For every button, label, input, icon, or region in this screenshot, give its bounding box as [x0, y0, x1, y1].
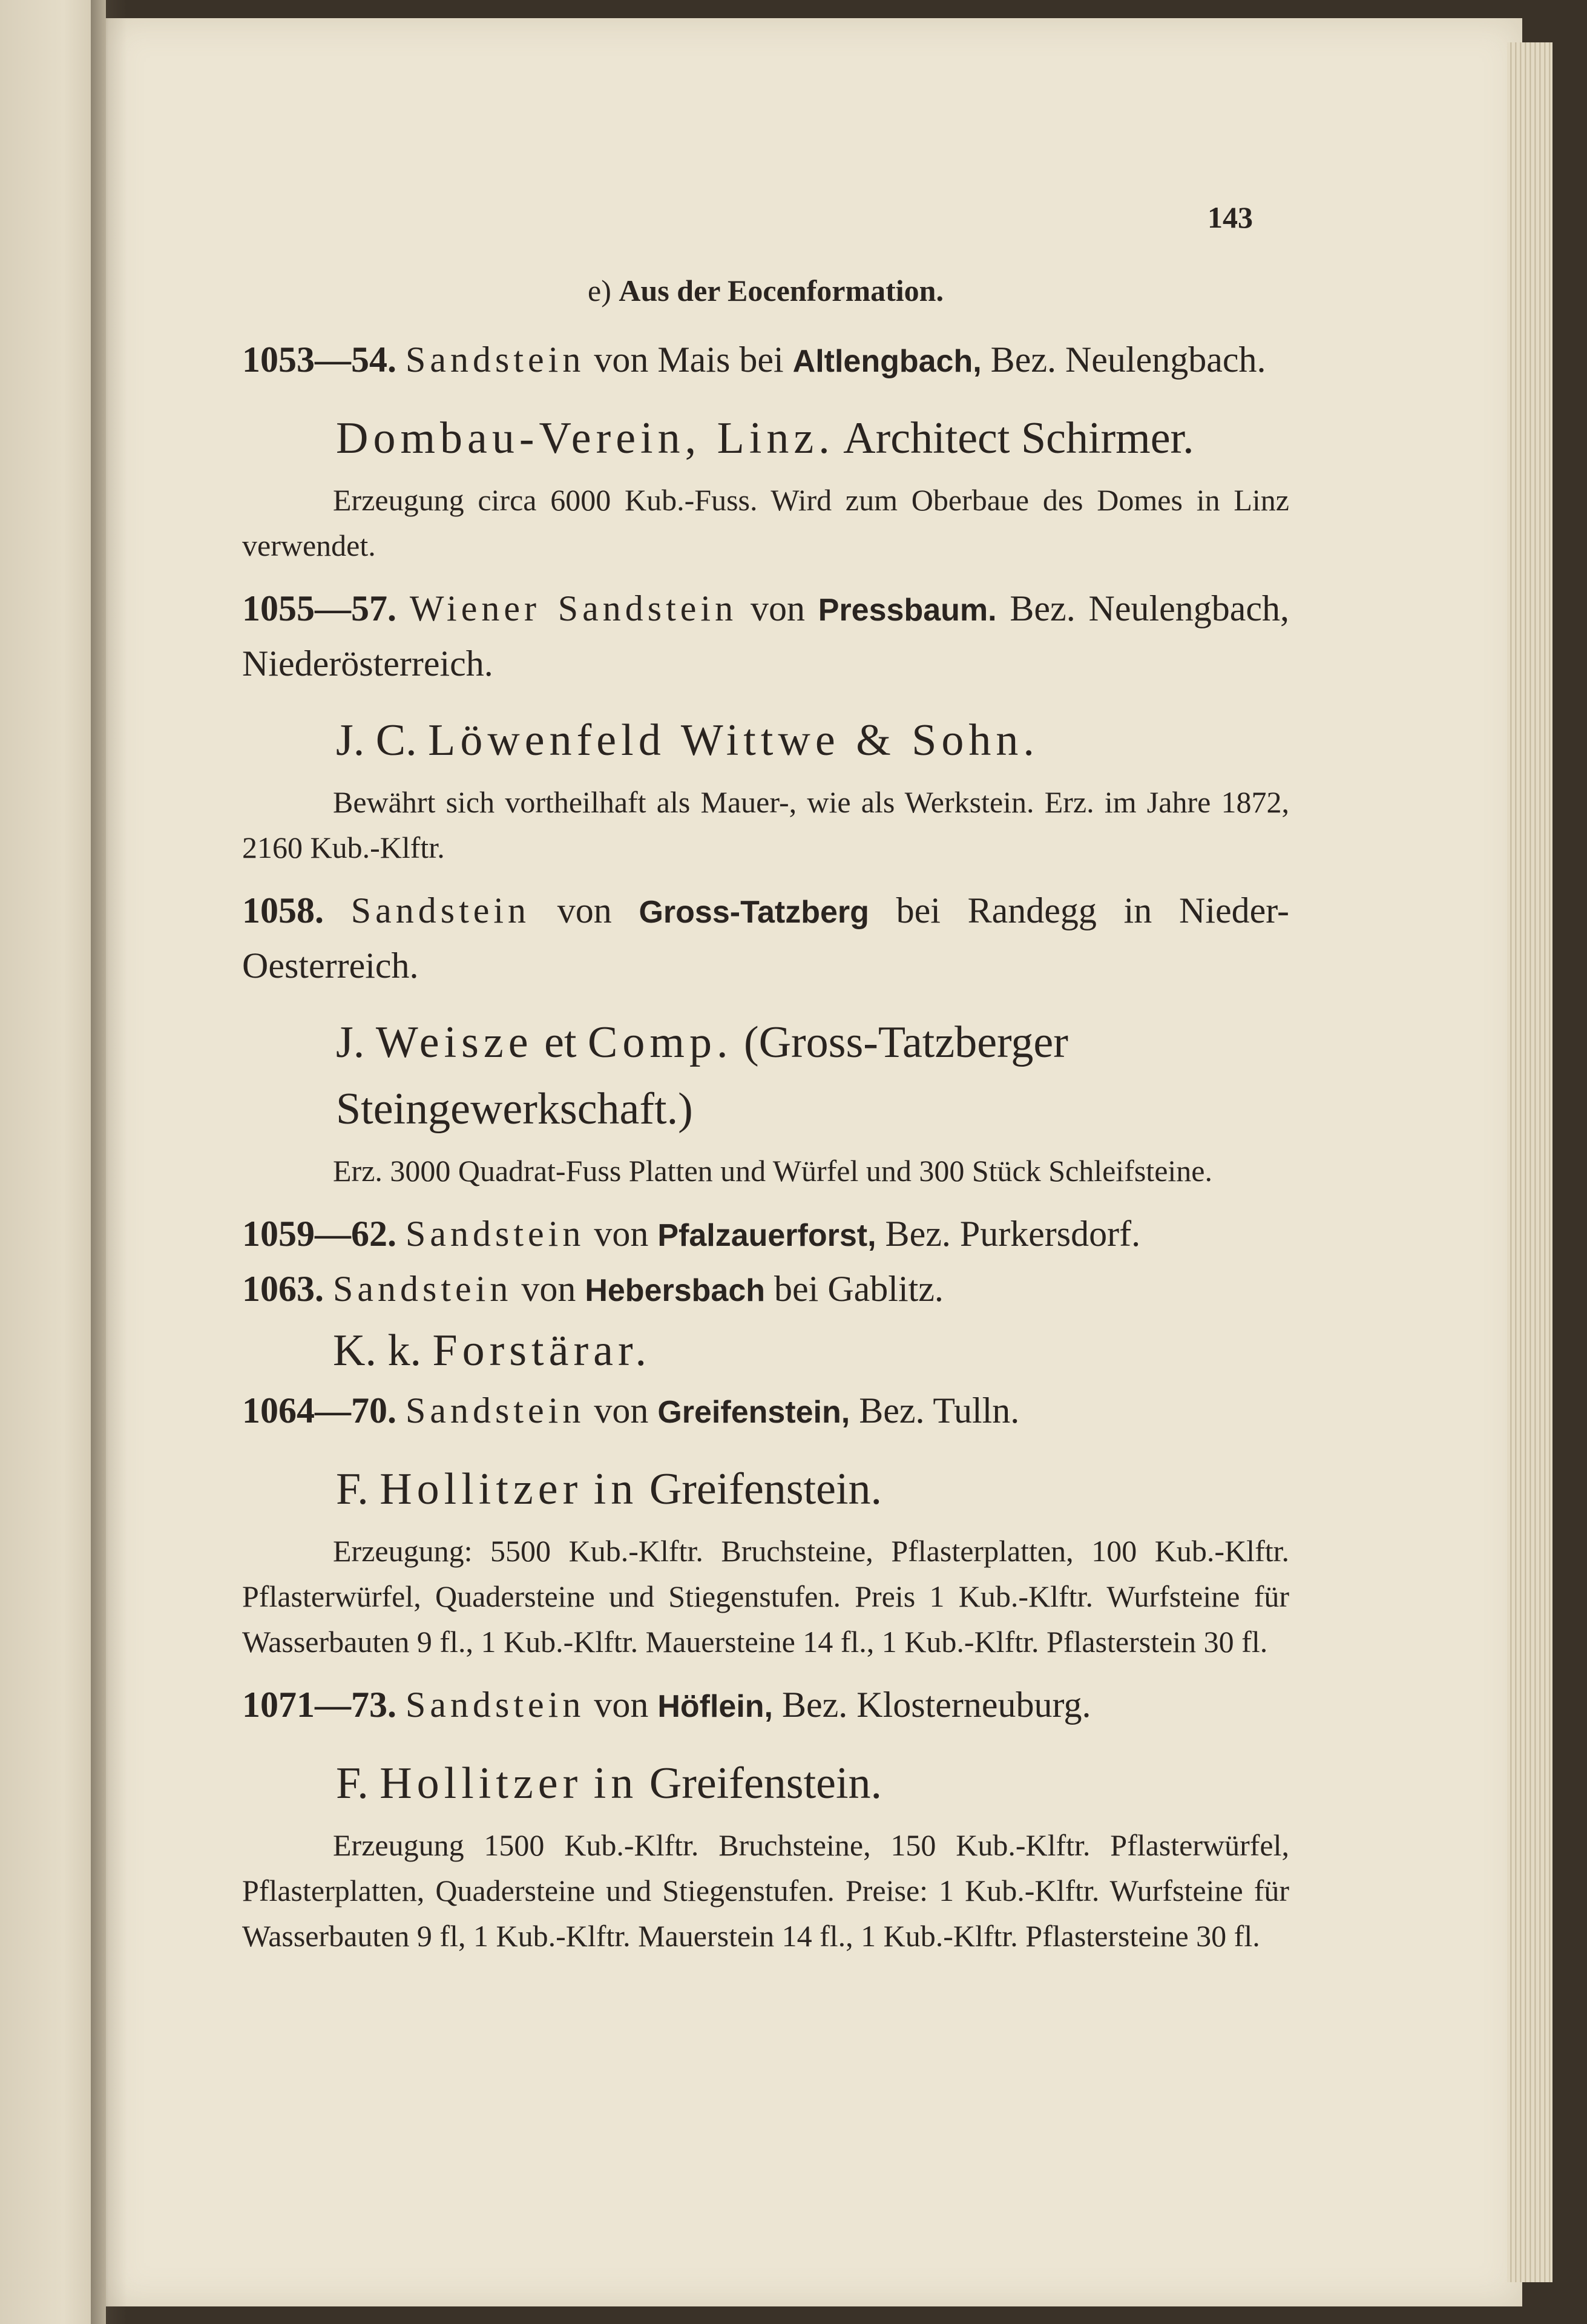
firm-prefix: F.	[336, 1759, 369, 1808]
entry-text: von	[594, 1685, 649, 1725]
catalog-entry	[242, 333, 1289, 388]
entry-text: von	[594, 1391, 649, 1430]
entry-place: Altlengbach,	[792, 344, 982, 379]
facing-page-edge	[0, 0, 106, 2324]
firm-rest: (Gross-Tatzberger Steingewerkschaft.)	[336, 1018, 1068, 1134]
entry-number: 1064—70.	[242, 1391, 396, 1430]
entry-number: 1059—62.	[242, 1214, 396, 1254]
firm-spaced: Weisze	[375, 1018, 533, 1067]
firm-rest: Greifenstein.	[649, 1464, 882, 1514]
entry-text: Bez. Neulengbach.	[990, 340, 1266, 380]
firm-name	[242, 1456, 1289, 1522]
entry-text: bei Randegg in Nieder-Oesterreich.	[242, 890, 1290, 986]
entry-place: Pressbaum.	[818, 593, 997, 628]
entry-number: 1053—54.	[242, 340, 396, 380]
firm-rest: Greifenstein.	[649, 1759, 882, 1808]
page-stack-edge	[1507, 42, 1552, 2282]
firm-note: Erzeugung: 5500 Kub.-Klftr. Bruchsteine, Pflasterplatten, 100 Kub.-Klftr. Pflasterwürfel, Quadersteine und Stiegenstufen. Preis 1 Kub.-Klftr. Wurfsteine für Wasserbauten 9 fl., 1 Kub.-Klftr. Mauersteine 14 fl., 1 Kub.-Klftr. Pflasterstein 30 fl.	[242, 1534, 1289, 1659]
entry-text: Bez. Purkersdorf.	[885, 1214, 1141, 1254]
entry-material: Sandstein	[406, 1391, 585, 1430]
firm-name	[242, 405, 1289, 472]
firm-prefix: J. C.	[336, 716, 417, 765]
firm-mid: in	[593, 1759, 639, 1808]
entry-text: von	[521, 1269, 576, 1309]
firm-prefix: K. k.	[333, 1326, 421, 1375]
firm-name	[242, 1317, 1289, 1384]
firm-name	[242, 707, 1289, 774]
firm-mid: et	[544, 1018, 577, 1067]
firm-spaced: Dombau-Verein, Linz.	[336, 413, 835, 463]
entry-material: Sandstein	[350, 890, 531, 930]
catalog-entry	[242, 1262, 1289, 1317]
entry-place: Höflein,	[657, 1689, 773, 1724]
entry-text: Bez. Klosterneuburg.	[782, 1685, 1091, 1725]
section-title: Aus der Eocenformation.	[619, 274, 944, 308]
entry-material: Sandstein	[406, 1685, 585, 1725]
entry-text: von	[594, 1214, 649, 1254]
catalog-entry	[242, 1207, 1289, 1262]
firm-prefix: F.	[336, 1464, 369, 1514]
entry-place: Pfalzauerforst,	[657, 1218, 876, 1253]
entry-place: Greifenstein,	[657, 1395, 850, 1430]
firm-rest: Architect Schirmer.	[843, 413, 1194, 463]
entry-material: Sandstein	[333, 1269, 513, 1309]
firm-note: Erz. 3000 Quadrat-Fuss Platten und Würfel und 300 Stück Schleifsteine.	[333, 1154, 1212, 1188]
entry-text: von	[750, 588, 805, 628]
entry-text: Bez. Tulln.	[859, 1391, 1020, 1430]
page-number: 143	[1208, 200, 1253, 234]
entry-number: 1071—73.	[242, 1685, 396, 1725]
firm-name	[242, 1009, 1289, 1142]
firm-mid: in	[593, 1464, 639, 1514]
firm-note: Bewährt sich vortheilhaft als Mauer-, wie als Werkstein. Erz. im Jahre 1872, 2160 Kub.-Klftr.	[242, 785, 1289, 864]
section-prefix: e)	[588, 274, 611, 308]
catalog-entry	[242, 582, 1289, 690]
entry-material: Wiener Sandstein	[409, 588, 738, 628]
firm-spaced: Hollitzer	[380, 1759, 583, 1808]
entry-number: 1055—57.	[242, 588, 396, 628]
firm-spaced: Löwenfeld Wittwe & Sohn.	[428, 716, 1039, 765]
section-heading	[242, 272, 1289, 309]
catalog-entry	[242, 884, 1289, 992]
firm-prefix: J.	[336, 1018, 365, 1067]
firm-note: Erzeugung 1500 Kub.-Klftr. Bruchsteine, 150 Kub.-Klftr. Pflasterwürfel, Pflasterplatten, Quadersteine und Stiegenstufen. Preise: 1 Kub.-Klftr. Wurfsteine für Wasserbauten 9 fl, 1 Kub.-Klftr. Mauerstein 14 fl., 1 Kub.-Klftr. Pflastersteine 30 fl.	[242, 1828, 1289, 1953]
firm-note: Erzeugung circa 6000 Kub.-Fuss. Wird zum Oberbaue des Domes in Linz verwendet.	[242, 483, 1289, 562]
entry-text: von Mais bei	[594, 340, 784, 380]
firm-name	[242, 1750, 1289, 1817]
entry-text: von	[557, 890, 612, 930]
entry-place: Hebersbach	[585, 1273, 766, 1308]
entry-material: Sandstein	[406, 340, 585, 380]
entry-text: bei Gablitz.	[774, 1269, 944, 1309]
firm-spaced: Hollitzer	[380, 1464, 583, 1514]
page-content	[242, 182, 1289, 1959]
catalog-entry	[242, 1678, 1289, 1733]
firm-spaced: Forstärar.	[432, 1326, 651, 1375]
catalog-entry	[242, 1384, 1289, 1439]
entry-number: 1058.	[242, 890, 324, 930]
firm-spaced-2: Comp.	[588, 1018, 733, 1067]
entry-material: Sandstein	[406, 1214, 585, 1254]
book-gutter	[91, 0, 127, 2324]
entry-text: Bez. Neulengbach, Niederösterreich.	[242, 588, 1290, 683]
entry-number: 1063.	[242, 1269, 324, 1309]
entry-place: Gross-Tatzberg	[639, 895, 869, 930]
